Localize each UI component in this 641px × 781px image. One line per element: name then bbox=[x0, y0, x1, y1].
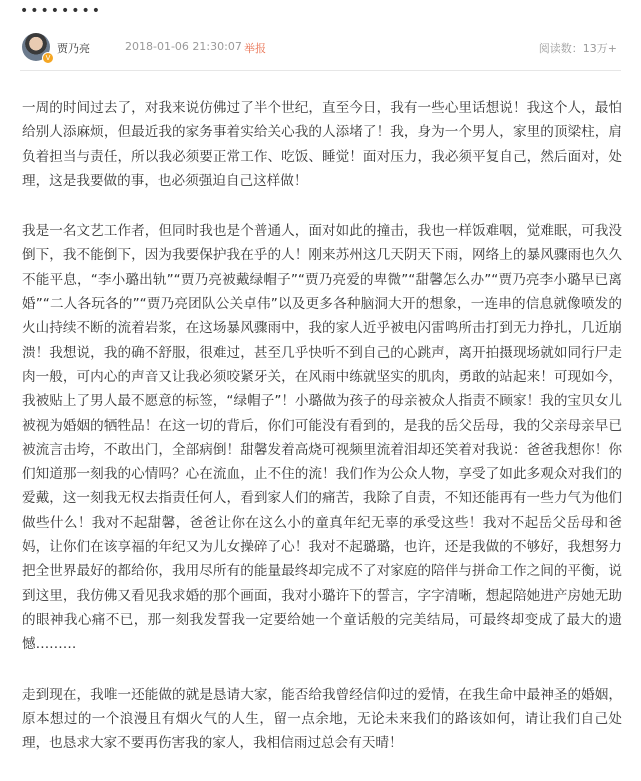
view-count: 阅读数：13万+ bbox=[538, 42, 617, 55]
header-divider bbox=[20, 70, 621, 71]
post-timestamp: 2018-01-06 21:30:07 bbox=[125, 40, 242, 53]
paragraph-2: 我是一名文艺工作者，但同时我也是个普通人，面对如此的撞击，我也一样饭难咽，觉难眠，可我没倒下，我不能倒下，因为我要保护我在乎的人！刚来苏州这几天阴天下雨，网络上的暴风骤雨也久久不能平息，“李小璐出轨”“贾乃亮被戴绿帽子”“贾乃亮爱的卑微”“甜馨怎么办”“贾乃亮李小璐早已离婚”“二人各玩各的”“贾乃亮团队公关卓伟”以及更多各种脑洞大开的想象，一连串的信息就像喷发的火山持续不断的流着岩浆，在这场暴风骤雨中，我的家人近乎被电闪雷鸣所击打到无力挣扎，几近崩溃！我想说，我的确不舒服，很难过，甚至几乎快听不到自己的心跳声，离开拍摄现场就如同行尸走肉一般，可内心的声音又让我必须咬紧牙关，在风雨中练就坚实的肌肉，勇敢的站起来！可现如今，我被贴上了男人最不愿意的标签，“绿帽子”！小璐做为孩子的母亲被众人指责不顾家！我的宝贝女儿被视为婚姻的牺牲品！在这一切的背后，你们可能没有看到的，是我的岳父岳母，我的父亲母亲早已被流言击垮，不敢出门，全部病倒！甜馨发着高烧可视频里流着泪却还笑着对我说：爸爸我想你！你们知道那一刻我的心情吗？心在流血，止不住的流！我们作为公众人物，享受了如此多观众对我们的爱戴，这一刻我无权去指责任何人，看到家人们的痛苦，我除了自责，不知还能再有一些力气为他们做些什么！我对不起甜馨，爸爸让你在这么小的童真年纪无辜的承受这些！我对不起岳父岳母和爸妈，让你们在该享福的年纪又为儿女操碎了心！我对不起璐璐，也许，还是我做的不够好，我想努力把全世界最好的都给你，我用尽所有的能量最终却完成不了对家庭的陪伴与拼命工作之间的平衡，说到这里，我仿佛又看见我求婚的那个画面，我对小璐许下的誓言，字字清晰，想起陪她进产房她无助的眼神我心痛不已，那一刻我发誓我一定要给她一个童话般的完美结局，可最终却变成了最大的遗憾……… bbox=[22, 223, 622, 653]
article-body bbox=[22, 96, 622, 781]
post-header bbox=[0, 30, 641, 68]
paragraph-1: 一周的时间过去了，对我来说仿佛过了半个世纪，直至今日，我有一些心里话想说！我这个人，最怕给别人添麻烦，但最近我的家务事着实给关心我的人添堵了！我，身为一个男人，家里的顶梁柱，肩负着担当与责任，所以我必须要正常工作、吃饭、睡觉！面对压力，我必须平复自己，然后面对，处理，这是我要做的事，也必须强迫自己这样做！ bbox=[22, 100, 622, 189]
report-link[interactable]: 举报 bbox=[244, 42, 266, 55]
author-name[interactable]: 贾乃亮 bbox=[57, 42, 90, 55]
verified-badge-icon: V bbox=[42, 52, 54, 64]
top-dots: •••••••• bbox=[20, 3, 103, 19]
paragraph-3: 走到现在，我唯一还能做的就是恳请大家，能否给我曾经信仰过的爱情，在我生命中最神圣的婚姻，原本想过的一个浪漫且有烟火气的人生，留一点余地，无论未来我们的路该如何，请让我们自己处理，也恳求大家不要再伤害我的家人，我相信雨过总会有天晴！ bbox=[22, 686, 622, 752]
